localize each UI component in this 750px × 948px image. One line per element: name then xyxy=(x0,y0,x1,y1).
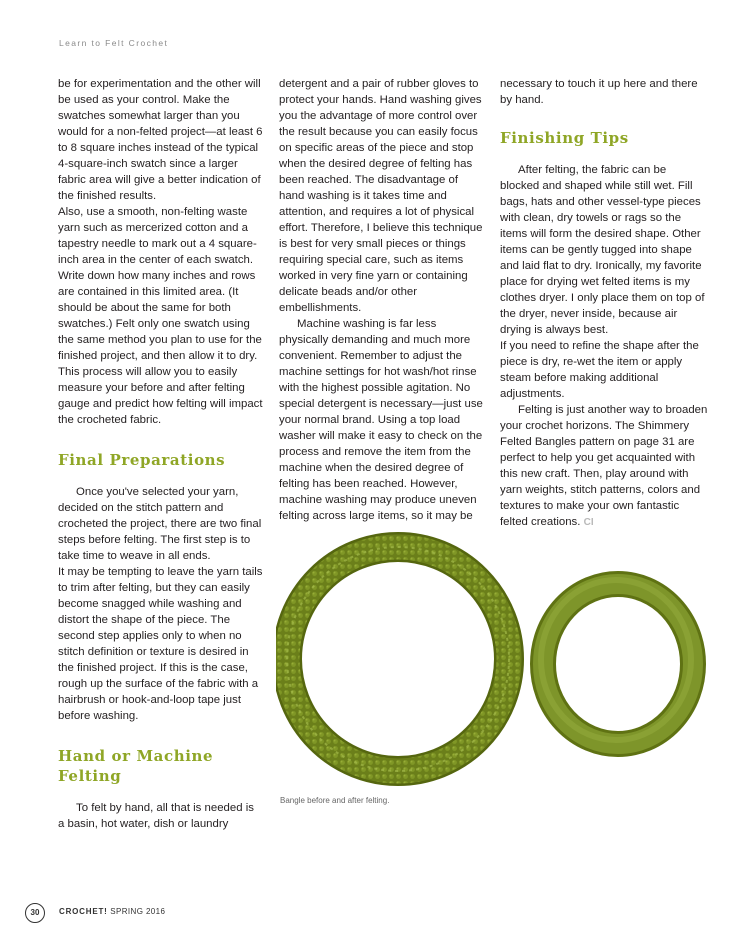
section-heading-final-preparations: Final Preparations xyxy=(58,451,226,469)
issue-date: SPRING 2016 xyxy=(110,907,166,916)
magazine-name: CROCHET! xyxy=(59,907,108,916)
photo-caption: Bangle before and after felting. xyxy=(280,796,390,805)
body-paragraph xyxy=(500,402,708,531)
body-paragraph: detergent and a pair of rubber gloves to protect your hands. Hand washing gives you the advantage of more control over the result because you can easily focus on specific areas of the piece and stop when the desired degree of felting has been reached. The disadvantage of hand washing is it takes time and attention, and requires a lot of physical effort. Therefore, I believe this technique is best for very small pieces or things requiring special care, such as items worked in very fine yarn or containing delicate beads and/or other embellishments. xyxy=(279,78,483,314)
unfelted-bangle xyxy=(287,547,509,771)
body-paragraph: After felting, the fabric can be blocked and shaped while still wet. Fill bags, hats and other vessel-type pieces with clean, dry towels or rags so the items will form the desired shape. Other items can be gently tugged into shape and laid flat to dry. Ironically, my favorite place for drying wet felted items is my clothes dryer. I only place them on top of the dryer, never inside, because air drying is always best. xyxy=(500,164,705,336)
body-paragraph: be for experimentation and the other will be used as your control. Make the swatches somewhat larger than you would for a non-felted project—at least 6 to 8 square inches instead of the typical 4-square-inch swatch since a larger fabric area will give a better indication of the finished results. xyxy=(58,78,263,202)
article-column-2 xyxy=(279,76,484,524)
running-head: Learn to Felt Crochet xyxy=(59,38,169,48)
felted-bangle xyxy=(541,580,693,744)
body-paragraph: To felt by hand, all that is needed is a basin, hot water, dish or laundry xyxy=(58,802,254,830)
end-mark: CI xyxy=(583,517,594,528)
section-heading-finishing-tips: Finishing Tips xyxy=(500,129,629,147)
body-paragraph: necessary to touch it up here and there by hand. xyxy=(500,78,698,106)
body-paragraph: Once you've selected your yarn, decided on the stitch pattern and crocheted the project, there are two final steps before felting. The first step is to take time to weave in all ends. xyxy=(58,486,262,562)
body-paragraph: It may be tempting to leave the yarn tails to trim after felting, but they can easily become snagged while washing and distort the shape of the piece. The second step applies only to when no stitch definition or texture is desired in the finished project. If this is the case, rough up the surface of the fabric with a hairbrush or hook-and-loop tape just before washing. xyxy=(58,566,263,722)
footer xyxy=(59,907,165,916)
page-number: 30 xyxy=(25,903,45,923)
body-paragraph: If you need to refine the shape after the piece is dry, re-wet the item or apply steam before making additional adjustments. xyxy=(500,340,699,400)
body-paragraph: Also, use a smooth, non-felting waste yarn such as mercerized cotton and a tapestry needle to mark out a 4 square-inch area in the center of each swatch. Write down how many inches and rows are contained in this limited area. (It should be about the same for both swatches.) Felt only one swatch using the same method you plan to use for the finished project, and then allow it to dry. This process will allow you to easily measure your before and after felting gauge and predict how felting will impact the crocheted fabric. xyxy=(58,206,263,426)
article-column-1 xyxy=(58,76,263,832)
article-column-3 xyxy=(500,76,708,531)
body-paragraph: Machine washing is far less physically demanding and much more convenient. Remember to adjust the machine settings for hot wash/hot rinse with the highest possible agitation. No special detergent is necessary—just use your normal brand. Using a top load washer will make it easy to check on the process and remove the item from the machine when the desired degree of felting has been reached. However, machine washing may produce uneven felting across large items, so it may be xyxy=(279,318,483,522)
bangle-photo xyxy=(276,528,716,790)
closing-text: Felting is just another way to broaden your crochet horizons. The Shimmery Felted Bangles pattern on page 31 are perfect to help you get acquainted with this new craft. Then, play around with yarn weights, stitch patterns, colors and textures to make your own fantastic felted creations. xyxy=(500,404,708,528)
section-heading-hand-or-machine-felting: Hand or Machine Felting xyxy=(58,747,214,785)
